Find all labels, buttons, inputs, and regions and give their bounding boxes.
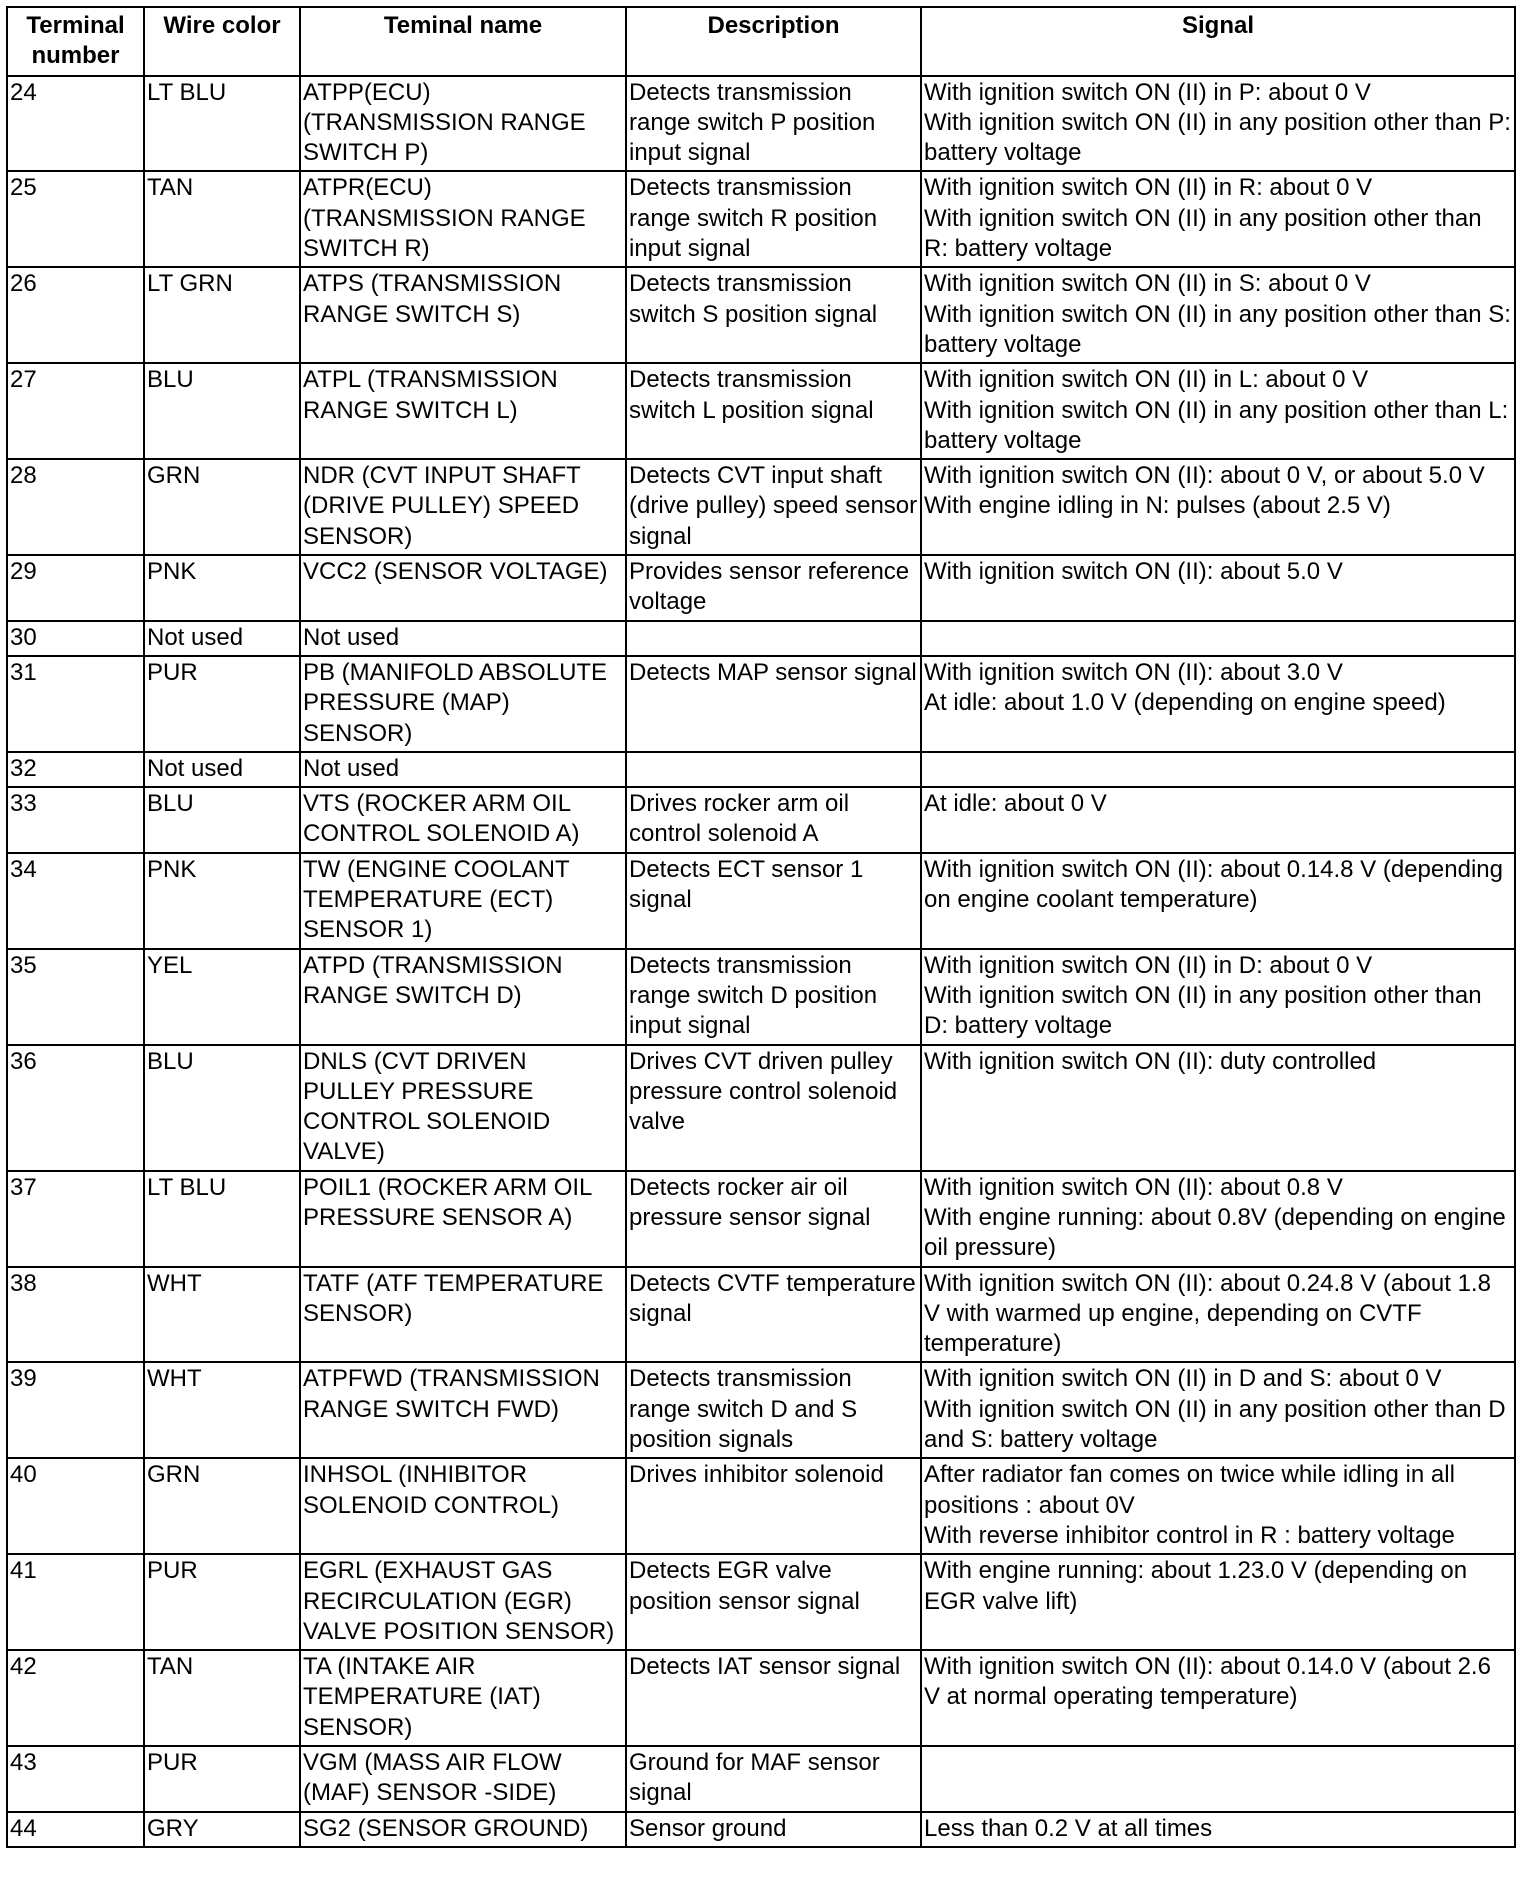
terminal-number-cell: 40 [7, 1458, 144, 1554]
signal-cell [921, 171, 1515, 267]
signal-cell [921, 459, 1515, 555]
signal-line: With ignition switch ON (II): about 0.24.8 V (about 1.8 V with warmed up engine, depending on CVTF temperature) [924, 1269, 1491, 1358]
wire-color-cell: GRY [144, 1812, 300, 1847]
terminal-number-cell: 30 [7, 621, 144, 656]
wire-color-cell: LT BLU [144, 76, 300, 172]
signal-cell [921, 787, 1515, 853]
terminal-name-cell: INHSOL (INHIBITOR SOLENOID CONTROL) [300, 1458, 626, 1554]
header-row [7, 7, 1515, 76]
terminal-name-cell: EGRL (EXHAUST GAS RECIRCULATION (EGR) VALVE POSITION SENSOR) [300, 1554, 626, 1650]
terminal-name-cell: NDR (CVT INPUT SHAFT (DRIVE PULLEY) SPEED SENSOR) [300, 459, 626, 555]
wire-color-cell: PUR [144, 1554, 300, 1650]
terminal-table [6, 6, 1516, 1848]
signal-cell [921, 76, 1515, 172]
terminal-name-cell: DNLS (CVT DRIVEN PULLEY PRESSURE CONTROL SOLENOID VALVE) [300, 1045, 626, 1171]
terminal-name-cell: POIL1 (ROCKER ARM OIL PRESSURE SENSOR A) [300, 1171, 626, 1267]
signal-cell [921, 1362, 1515, 1458]
signal-line: With engine running: about 1.23.0 V (depending on EGR valve lift) [924, 1557, 1468, 1615]
terminal-number-cell: 41 [7, 1554, 144, 1650]
wire-color-cell: GRN [144, 459, 300, 555]
terminal-name-cell: TA (INTAKE AIR TEMPERATURE (IAT) SENSOR) [300, 1650, 626, 1746]
header-description: Description [626, 7, 921, 76]
description-cell: Detects transmission range switch D position input signal [626, 949, 921, 1045]
table-row [7, 621, 1515, 656]
wire-color-cell: BLU [144, 363, 300, 459]
signal-cell [921, 555, 1515, 621]
signal-line: With ignition switch ON (II): about 3.0 V [924, 658, 1343, 686]
header-signal: Signal [921, 7, 1515, 76]
terminal-number-cell: 37 [7, 1171, 144, 1267]
description-cell: Detects CVT input shaft (drive pulley) speed sensor signal [626, 459, 921, 555]
signal-cell [921, 1171, 1515, 1267]
terminal-table-page [6, 6, 1514, 1848]
terminal-number-cell: 29 [7, 555, 144, 621]
table-row [7, 1362, 1515, 1458]
terminal-number-cell: 42 [7, 1650, 144, 1746]
wire-color-cell: TAN [144, 1650, 300, 1746]
signal-cell [921, 752, 1515, 787]
description-cell: Detects IAT sensor signal [626, 1650, 921, 1746]
signal-line: Less than 0.2 V at all times [924, 1814, 1213, 1842]
table-body [7, 76, 1515, 1847]
terminal-name-cell: ATPP(ECU) (TRANSMISSION RANGE SWITCH P) [300, 76, 626, 172]
description-cell: Detects transmission range switch P position input signal [626, 76, 921, 172]
header-terminal-name: Teminal name [300, 7, 626, 76]
terminal-name-cell: ATPD (TRANSMISSION RANGE SWITCH D) [300, 949, 626, 1045]
signal-line: With ignition switch ON (II) in any position other than R: battery voltage [924, 204, 1482, 263]
signal-line: With ignition switch ON (II) in any position other than D: battery voltage [924, 981, 1482, 1040]
signal-line: With ignition switch ON (II) in R: about 0 V [924, 174, 1373, 202]
terminal-name-cell: Not used [300, 752, 626, 787]
signal-line: With ignition switch ON (II): about 0.14.0 V (about 2.6 V at normal operating temperature) [924, 1653, 1491, 1711]
terminal-number-cell: 38 [7, 1267, 144, 1363]
signal-line: With ignition switch ON (II) in any position other than P: battery voltage [924, 108, 1511, 167]
wire-color-cell: LT BLU [144, 1171, 300, 1267]
terminal-number-cell: 35 [7, 949, 144, 1045]
terminal-name-cell: PB (MANIFOLD ABSOLUTE PRESSURE (MAP) SENSOR) [300, 656, 626, 752]
signal-line: With ignition switch ON (II) in D: about 0 V [924, 951, 1373, 979]
table-row [7, 363, 1515, 459]
terminal-number-cell: 43 [7, 1746, 144, 1812]
terminal-name-cell: VCC2 (SENSOR VOLTAGE) [300, 555, 626, 621]
signal-line: With ignition switch ON (II) in any position other than S: battery voltage [924, 300, 1511, 358]
terminal-name-cell: TATF (ATF TEMPERATURE SENSOR) [300, 1267, 626, 1363]
terminal-number-cell: 26 [7, 267, 144, 363]
table-row [7, 1650, 1515, 1746]
table-row [7, 853, 1515, 949]
terminal-number-cell: 32 [7, 752, 144, 787]
wire-color-cell: PNK [144, 555, 300, 621]
table-row [7, 171, 1515, 267]
description-cell: Detects transmission range switch D and S position signals [626, 1362, 921, 1458]
terminal-name-cell: Not used [300, 621, 626, 656]
wire-color-cell: LT GRN [144, 267, 300, 363]
wire-color-cell: Not used [144, 752, 300, 787]
terminal-name-cell: VTS (ROCKER ARM OIL CONTROL SOLENOID A) [300, 787, 626, 853]
signal-cell [921, 853, 1515, 949]
table-row [7, 1746, 1515, 1812]
wire-color-cell: BLU [144, 787, 300, 853]
terminal-number-cell: 25 [7, 171, 144, 267]
description-cell: Detects rocker air oil pressure sensor signal [626, 1171, 921, 1267]
signal-cell [921, 1554, 1515, 1650]
signal-line: With ignition switch ON (II) in any position other than D and S: battery voltage [924, 1395, 1506, 1454]
terminal-number-cell: 36 [7, 1045, 144, 1171]
terminal-number-cell: 31 [7, 656, 144, 752]
signal-line: With ignition switch ON (II): duty controlled [924, 1047, 1377, 1075]
signal-cell [921, 267, 1515, 363]
signal-cell [921, 1045, 1515, 1171]
signal-cell [921, 949, 1515, 1045]
table-row [7, 1458, 1515, 1554]
signal-line: After radiator fan comes on twice while idling in all positions : about 0V [924, 1461, 1455, 1519]
terminal-number-cell: 27 [7, 363, 144, 459]
description-cell: Sensor ground [626, 1812, 921, 1847]
description-cell: Detects transmission switch L position signal [626, 363, 921, 459]
signal-line: With ignition switch ON (II): about 0.8 V [924, 1173, 1343, 1201]
signal-cell [921, 1458, 1515, 1554]
terminal-name-cell: ATPL (TRANSMISSION RANGE SWITCH L) [300, 363, 626, 459]
signal-line: At idle: about 1.0 V (depending on engine speed) [924, 689, 1446, 717]
signal-line: At idle: about 0 V [924, 790, 1107, 818]
signal-cell [921, 363, 1515, 459]
signal-cell [921, 1650, 1515, 1746]
table-row [7, 1267, 1515, 1363]
terminal-name-cell: SG2 (SENSOR GROUND) [300, 1812, 626, 1847]
table-row [7, 1171, 1515, 1267]
signal-line: With engine running: about 0.8V (depending on engine oil pressure) [924, 1203, 1506, 1262]
table-row [7, 555, 1515, 621]
terminal-number-cell: 39 [7, 1362, 144, 1458]
description-cell [626, 752, 921, 787]
wire-color-cell: Not used [144, 621, 300, 656]
terminal-number-cell: 44 [7, 1812, 144, 1847]
signal-line: With ignition switch ON (II) in L: about 0 V [924, 366, 1369, 394]
signal-cell [921, 621, 1515, 656]
wire-color-cell: YEL [144, 949, 300, 1045]
signal-line: With ignition switch ON (II): about 0 V, or about 5.0 V [924, 462, 1485, 490]
signal-cell [921, 1746, 1515, 1812]
header-terminal-number: Terminal number [7, 7, 144, 76]
table-row [7, 1812, 1515, 1847]
terminal-number-cell: 24 [7, 76, 144, 172]
terminal-name-cell: ATPR(ECU) (TRANSMISSION RANGE SWITCH R) [300, 171, 626, 267]
table-row [7, 76, 1515, 172]
signal-cell [921, 656, 1515, 752]
description-cell: Detects ECT sensor 1 signal [626, 853, 921, 949]
description-cell: Ground for MAF sensor signal [626, 1746, 921, 1812]
table-row [7, 787, 1515, 853]
description-cell: Detects CVTF temperature signal [626, 1267, 921, 1363]
signal-cell [921, 1267, 1515, 1363]
description-cell: Provides sensor reference voltage [626, 555, 921, 621]
wire-color-cell: WHT [144, 1362, 300, 1458]
table-row [7, 459, 1515, 555]
description-cell [626, 621, 921, 656]
terminal-name-cell: ATPS (TRANSMISSION RANGE SWITCH S) [300, 267, 626, 363]
wire-color-cell: GRN [144, 1458, 300, 1554]
signal-line: With ignition switch ON (II): about 5.0 V [924, 558, 1343, 586]
description-cell: Drives rocker arm oil control solenoid A [626, 787, 921, 853]
signal-line: With ignition switch ON (II) in P: about 0 V [924, 78, 1371, 106]
table-row [7, 1554, 1515, 1650]
table-row [7, 752, 1515, 787]
terminal-number-cell: 33 [7, 787, 144, 853]
description-cell: Detects EGR valve position sensor signal [626, 1554, 921, 1650]
terminal-number-cell: 34 [7, 853, 144, 949]
terminal-name-cell: ATPFWD (TRANSMISSION RANGE SWITCH FWD) [300, 1362, 626, 1458]
wire-color-cell: TAN [144, 171, 300, 267]
signal-line: With ignition switch ON (II) in any position other than L: battery voltage [924, 396, 1509, 454]
signal-line: With ignition switch ON (II): about 0.14.8 V (depending on engine coolant temperature) [924, 855, 1503, 914]
signal-line: With reverse inhibitor control in R : battery voltage [924, 1521, 1455, 1549]
table-row [7, 267, 1515, 363]
wire-color-cell: PUR [144, 656, 300, 752]
wire-color-cell: WHT [144, 1267, 300, 1363]
header-wire-color: Wire color [144, 7, 300, 76]
wire-color-cell: BLU [144, 1045, 300, 1171]
table-row [7, 949, 1515, 1045]
description-cell: Detects transmission range switch R position input signal [626, 171, 921, 267]
terminal-number-cell: 28 [7, 459, 144, 555]
table-row [7, 656, 1515, 752]
terminal-name-cell: TW (ENGINE COOLANT TEMPERATURE (ECT) SENSOR 1) [300, 853, 626, 949]
wire-color-cell: PNK [144, 853, 300, 949]
table-header [7, 7, 1515, 76]
description-cell: Detects transmission switch S position signal [626, 267, 921, 363]
signal-line: With engine idling in N: pulses (about 2.5 V) [924, 492, 1391, 520]
signal-cell [921, 1812, 1515, 1847]
signal-line: With ignition switch ON (II) in S: about 0 V [924, 270, 1371, 298]
description-cell: Drives CVT driven pulley pressure control solenoid valve [626, 1045, 921, 1171]
terminal-name-cell: VGM (MASS AIR FLOW (MAF) SENSOR -SIDE) [300, 1746, 626, 1812]
description-cell: Drives inhibitor solenoid [626, 1458, 921, 1554]
table-row [7, 1045, 1515, 1171]
signal-line: With ignition switch ON (II) in D and S: about 0 V [924, 1365, 1442, 1393]
wire-color-cell: PUR [144, 1746, 300, 1812]
description-cell: Detects MAP sensor signal [626, 656, 921, 752]
